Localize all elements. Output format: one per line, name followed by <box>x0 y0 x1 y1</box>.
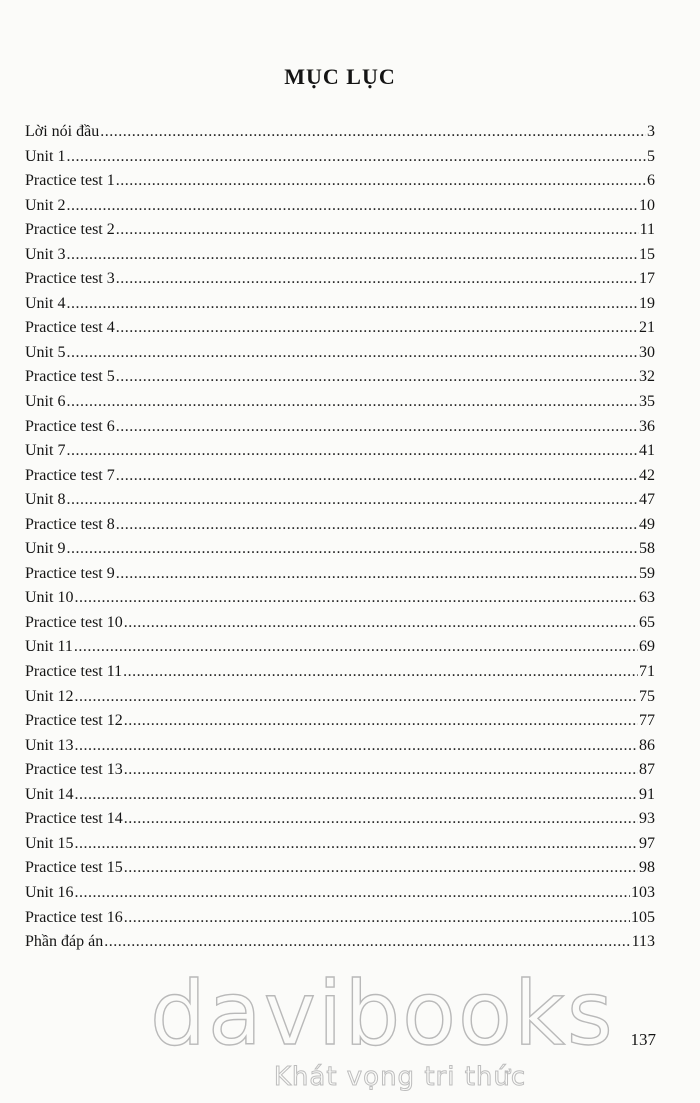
toc-dot-leader <box>116 365 638 390</box>
toc-entry <box>25 856 655 881</box>
toc-entry-label: Practice test 1 <box>25 172 115 190</box>
toc-entry <box>25 267 655 292</box>
toc-dot-leader <box>74 783 638 808</box>
toc-entry-page: 15 <box>639 245 655 263</box>
toc-entry-label: Lời nói đầu <box>25 123 100 140</box>
toc-entry-page: 93 <box>639 810 655 828</box>
toc-entry-page: 3 <box>647 123 655 140</box>
toc-entry <box>25 243 655 268</box>
toc-dot-leader <box>116 218 639 243</box>
toc-entry-label: Unit 1 <box>25 147 66 165</box>
toc-dot-leader <box>116 464 638 489</box>
toc-entry <box>25 415 655 440</box>
toc-entry-label: Practice test 10 <box>25 613 123 631</box>
toc-dot-leader <box>123 660 638 685</box>
toc-entry-label: Unit 11 <box>25 638 73 656</box>
toc-entry-page: 11 <box>639 221 655 239</box>
toc-dot-leader <box>116 562 638 587</box>
toc-entry-label: Unit 3 <box>25 245 66 263</box>
toc-entry-label: Practice test 12 <box>25 712 123 730</box>
toc-entry-page: 10 <box>639 196 655 214</box>
toc-entry <box>25 390 655 415</box>
toc-entry-page: 97 <box>639 834 655 852</box>
toc-entry <box>25 930 655 955</box>
toc-entry <box>25 464 655 489</box>
toc-dot-leader <box>74 685 638 710</box>
toc-entry-label: Unit 9 <box>25 540 66 558</box>
toc-dot-leader <box>74 881 630 906</box>
watermark-tagline: Khát vọng tri thức <box>273 1062 527 1092</box>
toc-dot-leader <box>116 169 646 194</box>
page-title: MỤC LỤC <box>284 64 396 89</box>
toc-entry <box>25 292 655 317</box>
toc-entry-label: Practice test 6 <box>25 417 115 435</box>
toc-dot-leader <box>66 537 638 562</box>
toc-entry-label: Practice test 13 <box>25 761 123 779</box>
toc-entry-page: 91 <box>639 785 655 803</box>
toc-dot-leader <box>66 341 638 366</box>
toc-entry <box>25 832 655 857</box>
toc-entry-page: 63 <box>639 589 655 607</box>
toc-entry-page: 47 <box>639 491 655 509</box>
toc-entry <box>25 316 655 341</box>
toc-entry-page: 41 <box>639 442 655 460</box>
toc-entry-page: 49 <box>639 515 655 533</box>
toc-entry <box>25 145 655 170</box>
toc-entry-label: Unit 14 <box>25 785 74 803</box>
toc-entry-label: Practice test 11 <box>25 663 123 681</box>
table-of-contents <box>25 120 655 955</box>
toc-dot-leader <box>116 267 638 292</box>
toc-entry-page: 86 <box>639 736 655 754</box>
toc-entry <box>25 218 655 243</box>
toc-entry-page: 6 <box>647 172 655 190</box>
toc-entry <box>25 611 655 636</box>
toc-entry <box>25 488 655 513</box>
toc-entry-label: Unit 12 <box>25 687 74 705</box>
page-number: 137 <box>630 1030 656 1049</box>
toc-entry-label: Practice test 15 <box>25 859 123 877</box>
toc-entry <box>25 513 655 538</box>
toc-entry-page: 35 <box>639 393 655 411</box>
toc-dot-leader <box>124 758 638 783</box>
toc-entry-label: Unit 8 <box>25 491 66 509</box>
toc-entry-label: Practice test 3 <box>25 270 115 288</box>
toc-entry-label: Practice test 4 <box>25 319 115 337</box>
toc-entry <box>25 783 655 808</box>
toc-dot-leader <box>74 734 638 759</box>
toc-entry <box>25 169 655 194</box>
toc-entry <box>25 807 655 832</box>
toc-dot-leader <box>66 488 638 513</box>
toc-entry-page: 42 <box>639 466 655 484</box>
toc-entry <box>25 660 655 685</box>
toc-dot-leader <box>124 807 638 832</box>
toc-dot-leader <box>66 292 638 317</box>
toc-dot-leader <box>74 635 638 660</box>
toc-entry-page: 21 <box>639 319 655 337</box>
toc-entry-page: 87 <box>639 761 655 779</box>
toc-entry <box>25 685 655 710</box>
watermark-brand: davibooks <box>150 962 615 1065</box>
toc-entry-page: 65 <box>639 613 655 631</box>
toc-entry-page: 58 <box>639 540 655 558</box>
toc-dot-leader <box>66 439 638 464</box>
toc-entry <box>25 120 655 145</box>
toc-dot-leader <box>66 145 646 170</box>
toc-entry-label: Practice test 14 <box>25 810 123 828</box>
toc-entry-label: Unit 5 <box>25 343 66 361</box>
toc-entry-label: Practice test 7 <box>25 466 115 484</box>
toc-entry <box>25 562 655 587</box>
toc-entry-page: 75 <box>639 687 655 705</box>
toc-entry <box>25 758 655 783</box>
toc-dot-leader <box>66 243 638 268</box>
toc-entry <box>25 439 655 464</box>
toc-entry-label: Phần đáp án <box>25 933 104 951</box>
toc-entry-page: 105 <box>631 908 655 926</box>
toc-entry <box>25 881 655 906</box>
toc-dot-leader <box>66 194 638 219</box>
toc-entry-page: 17 <box>639 270 655 288</box>
toc-entry-page: 71 <box>639 663 655 681</box>
toc-entry <box>25 906 655 931</box>
toc-dot-leader <box>124 611 638 636</box>
toc-entry-label: Unit 2 <box>25 196 66 214</box>
toc-entry <box>25 709 655 734</box>
toc-entry-label: Practice test 9 <box>25 564 115 582</box>
toc-entry-label: Practice test 2 <box>25 221 115 239</box>
toc-entry <box>25 194 655 219</box>
toc-entry-page: 30 <box>639 343 655 361</box>
toc-dot-leader <box>116 513 638 538</box>
toc-entry-page: 77 <box>639 712 655 730</box>
toc-entry-page: 36 <box>639 417 655 435</box>
toc-dot-leader <box>124 906 630 931</box>
toc-entry-label: Unit 16 <box>25 883 74 901</box>
toc-entry-page: 98 <box>639 859 655 877</box>
toc-entry-page: 69 <box>639 638 655 656</box>
toc-entry <box>25 341 655 366</box>
toc-entry-label: Unit 10 <box>25 589 74 607</box>
toc-entry-label: Unit 4 <box>25 294 66 312</box>
toc-entry <box>25 365 655 390</box>
toc-entry <box>25 537 655 562</box>
toc-dot-leader <box>124 709 638 734</box>
toc-dot-leader <box>104 930 630 955</box>
toc-entry <box>25 734 655 759</box>
toc-entry-label: Unit 6 <box>25 393 66 411</box>
toc-dot-leader <box>74 586 638 611</box>
toc-entry <box>25 586 655 611</box>
toc-dot-leader <box>100 120 646 145</box>
toc-entry-label: Practice test 5 <box>25 368 115 386</box>
toc-entry-label: Unit 7 <box>25 442 66 460</box>
toc-entry-page: 32 <box>639 368 655 386</box>
toc-dot-leader <box>74 832 638 857</box>
toc-entry-label: Unit 13 <box>25 736 74 754</box>
toc-dot-leader <box>66 390 638 415</box>
toc-entry-page: 103 <box>631 883 655 901</box>
toc-dot-leader <box>116 316 638 341</box>
toc-entry-page: 59 <box>639 564 655 582</box>
toc-dot-leader <box>124 856 638 881</box>
toc-entry-label: Unit 15 <box>25 834 74 852</box>
toc-dot-leader <box>116 415 638 440</box>
toc-entry-page: 5 <box>647 147 655 165</box>
toc-entry-label: Practice test 8 <box>25 515 115 533</box>
toc-entry-page: 19 <box>639 294 655 312</box>
toc-entry-page: 113 <box>631 933 655 951</box>
toc-entry-label: Practice test 16 <box>25 908 123 926</box>
toc-entry <box>25 635 655 660</box>
